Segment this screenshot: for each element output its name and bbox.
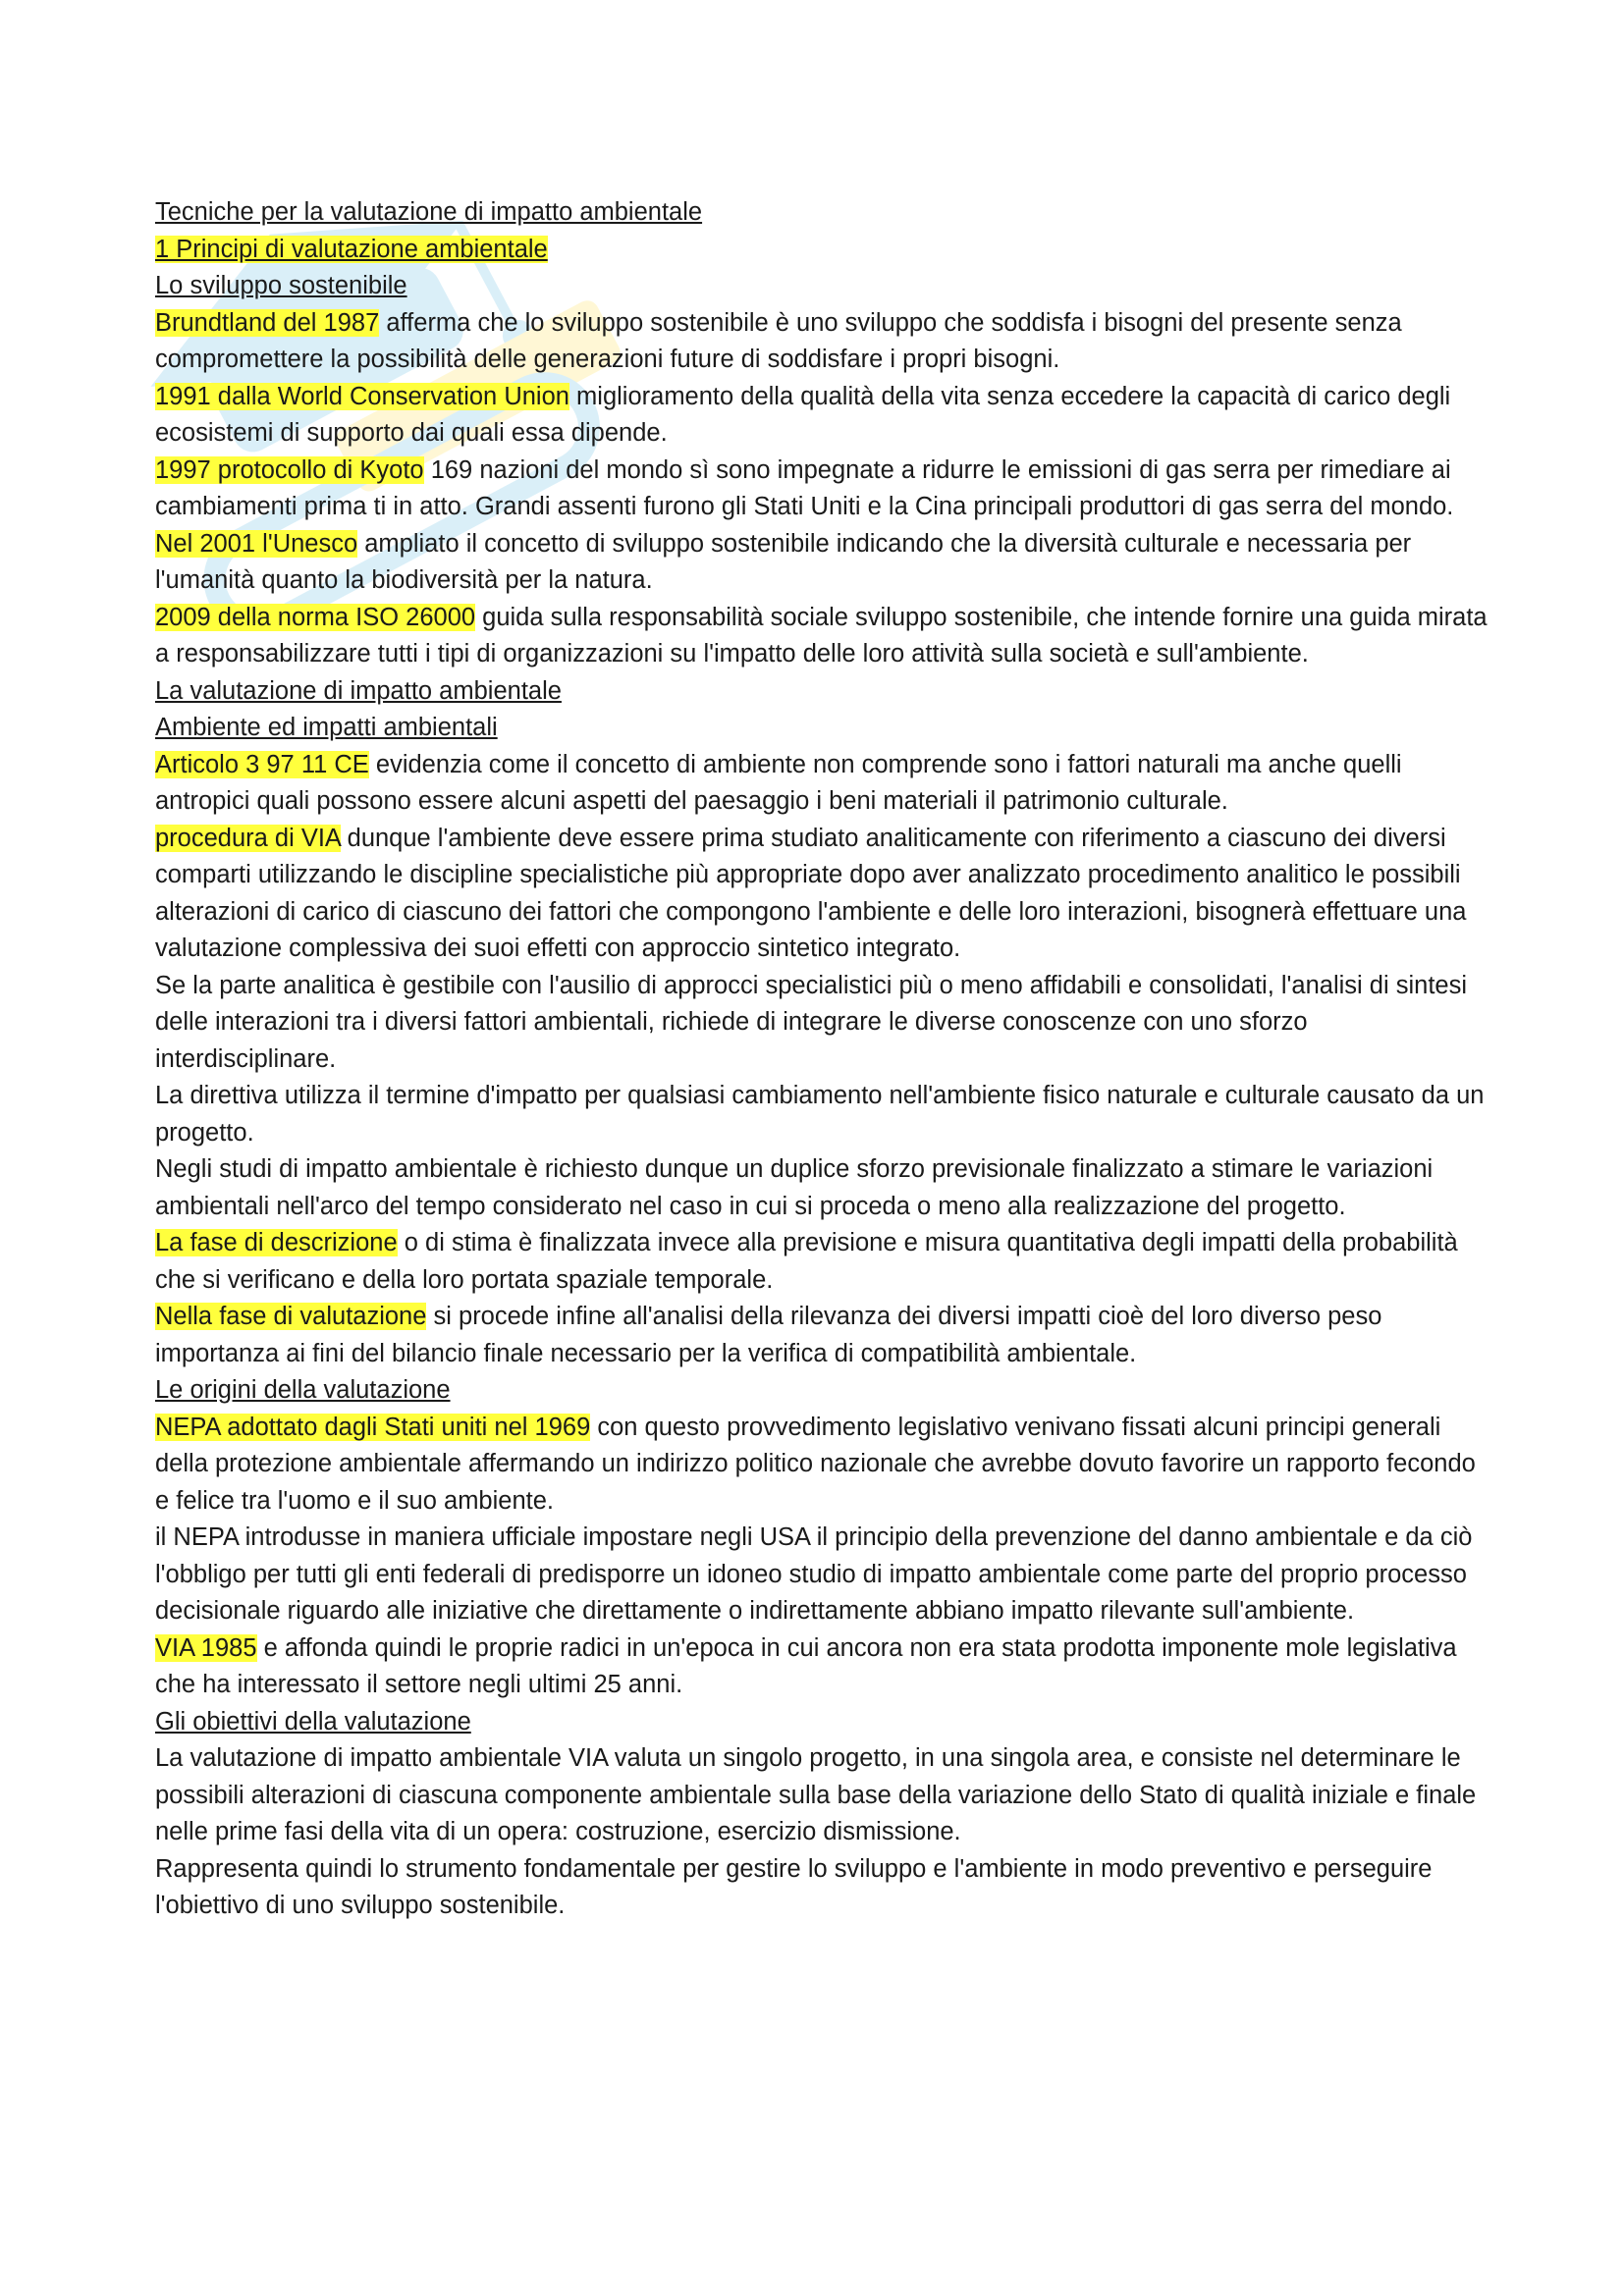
paragraph: 1991 dalla World Conservation Union miglioramento della qualità della vita senza eccedere la capacità di carico degli ecosistemi di supporto dai quali essa dipende.	[155, 382, 1451, 447]
highlight: Nel 2001 l'Unesco	[155, 529, 358, 558]
document-body	[155, 194, 1490, 1925]
section-heading: 1 Principi di valutazione ambientale	[155, 235, 548, 263]
highlight: 1997 protocollo di Kyoto	[155, 455, 424, 484]
paragraph: 1997 protocollo di Kyoto 169 nazioni del mondo sì sono impegnate a ridurre le emissioni di gas serra per rimediare ai cambiamenti prima ti in atto. Grandi assenti furono gli Stati Uniti e la Cina principali produttori di gas serra del mondo.	[155, 455, 1454, 520]
subsection-heading: Le origini della valutazione	[155, 1376, 451, 1404]
subsection-heading: Lo sviluppo sostenibile	[155, 272, 407, 299]
paragraph: Se la parte analitica è gestibile con l'ausilio di approcci specialistici più o meno affidabili e consolidati, l'analisi di sintesi delle interazioni tra i diversi fattori ambientali, richiede di integrare le diverse conoscenze con uno sforzo interdisciplinare.	[155, 971, 1467, 1073]
highlight: Brundtland del 1987	[155, 308, 380, 337]
subsection-heading: La valutazione di impatto ambientale	[155, 676, 562, 705]
paragraph: 2009 della norma ISO 26000 guida sulla responsabilità sociale sviluppo sostenibile, che intende fornire una guida mirata a responsabilizzare tutti i tipi di organizzazioni su l'impatto delle loro attività sulla società e sull'ambiente.	[155, 603, 1488, 667]
paragraph: La direttiva utilizza il termine d'impatto per qualsiasi cambiamento nell'ambiente fisico naturale e culturale causato da un progetto.	[155, 1082, 1485, 1147]
subsection-heading: Gli obiettivi della valutazione	[155, 1707, 471, 1735]
highlight: Articolo 3 97 11 CE	[155, 750, 369, 778]
highlight: La fase di descrizione	[155, 1229, 398, 1256]
highlight: procedura di VIA	[155, 824, 341, 852]
paragraph: Articolo 3 97 11 CE evidenzia come il concetto di ambiente non comprende sono i fattori naturali ma anche quelli antropici quali possono essere alcuni aspetti del paesaggio i beni materiali il patrimonio culturale.	[155, 750, 1402, 815]
paragraph: VIA 1985 e affonda quindi le proprie radici in un'epoca in cui ancora non era stata prodotta imponente mole legislativa che ha interessato il settore negli ultimi 25 anni.	[155, 1633, 1457, 1698]
paragraph: procedura di VIA dunque l'ambiente deve essere prima studiato analiticamente con riferimento a ciascuno dei diversi comparti utilizzando le discipline specialistiche più appropriate dopo aver analizzato procedimento analitico le possibili alterazioni di carico di ciascuno dei fattori che compongono l'ambiente e delle loro interazioni, bisognerà effettuare una valutazione complessiva dei suoi effetti con approccio sintetico integrato.	[155, 824, 1467, 962]
highlight: VIA 1985	[155, 1633, 257, 1662]
highlight: Nella fase di valutazione	[155, 1303, 427, 1330]
paragraph: La fase di descrizione o di stima è finalizzata invece alla previsione e misura quantitativa degli impatti della probabilità che si verificano e della loro portata spaziale temporale.	[155, 1229, 1458, 1294]
document-title: Tecniche per la valutazione di impatto ambientale	[155, 198, 703, 226]
subsection-heading: Ambiente ed impatti ambientali	[155, 714, 498, 741]
highlight: 2009 della norma ISO 26000	[155, 603, 476, 631]
paragraph: Nel 2001 l'Unesco ampliato il concetto di sviluppo sostenibile indicando che la diversità culturale e necessaria per l'umanità quanto la biodiversità per la natura.	[155, 529, 1412, 594]
paragraph: NEPA adottato dagli Stati uniti nel 1969 con questo provvedimento legislativo venivano fissati alcuni principi generali della protezione ambientale affermando un indirizzo politico nazionale che avrebbe dovuto favorire un rapporto fecondo e felice tra l'uomo e il suo ambiente.	[155, 1413, 1476, 1515]
highlight: NEPA adottato dagli Stati uniti nel 1969	[155, 1413, 591, 1441]
paragraph: il NEPA introdusse in maniera ufficiale impostare negli USA il principio della prevenzione del danno ambientale e da ciò l'obbligo per tutti gli enti federali di predisporre un idoneo studio di impatto ambientale come parte del proprio processo decisionale riguardo alle iniziative che direttamente o indirettamente abbiano impatto rilevante sull'ambiente.	[155, 1523, 1473, 1625]
paragraph: Nella fase di valutazione si procede infine all'analisi della rilevanza dei diversi impatti cioè del loro diverso peso importanza ai fini del bilancio finale necessario per la verifica di compatibilità ambientale.	[155, 1303, 1382, 1367]
highlight: 1991 dalla World Conservation Union	[155, 382, 569, 410]
paragraph: Negli studi di impatto ambientale è richiesto dunque un duplice sforzo previsionale finalizzato a stimare le variazioni ambientali nell'arco del tempo considerato nel caso in cui si proceda o meno alla realizzazione del progetto.	[155, 1155, 1434, 1220]
paragraph: La valutazione di impatto ambientale VIA valuta un singolo progetto, in una singola area, e consiste nel determinare le possibili alterazioni di ciascuna componente ambientale sulla base della variazione dello Stato di qualità iniziale e finale nelle prime fasi della vita di un opera: costruzione, esercizio dismissione.	[155, 1744, 1477, 1845]
paragraph: Rappresenta quindi lo strumento fondamentale per gestire lo sviluppo e l'ambiente in modo preventivo e perseguire l'obiettivo di uno sviluppo sostenibile.	[155, 1854, 1433, 1919]
paragraph: Brundtland del 1987 afferma che lo sviluppo sostenibile è uno sviluppo che soddisfa i bisogni del presente senza compromettere la possibilità delle generazioni future di soddisfare i propri bisogni.	[155, 308, 1402, 373]
